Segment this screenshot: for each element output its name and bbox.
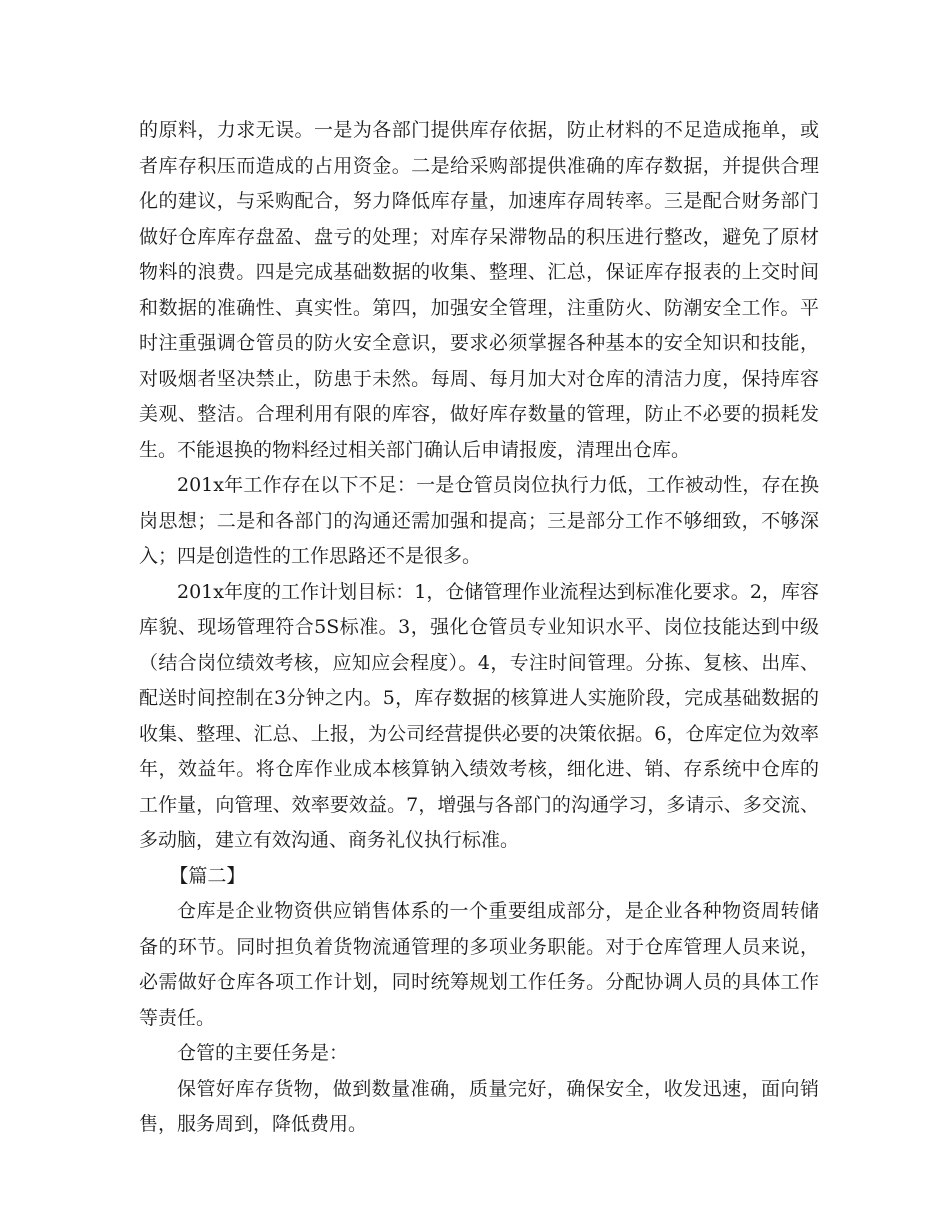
paragraph-main-tasks: 保管好库存货物，做到数量准确，质量完好，确保安全，收发迅速，面向销售，服务周到，降低费用。: [139, 1077, 819, 1135]
paragraph-shortcomings: 201x年工作存在以下不足：一是仓管员岗位执行力低，工作被动性，存在换岗思想；二是和各部门的沟通还需加强和提高；三是部分工作不够细致，不够深入；四是创造性的工作思路还不是很多。: [139, 474, 819, 567]
paragraph-main-tasks-intro: 仓管的主要任务是：: [177, 1042, 349, 1064]
paragraph-warehouse-work-continued: 的原料，力求无误。一是为各部门提供库存依据，防止材料的不足造成拖单，或者库存积压而造成的占用资金。二是给采购部提供准确的库存数据，并提供合理化的建议，与采购配合，努力降低库存量，加速库存周转率。三是配合财务部门做好仓库库存盘盈、盘亏的处理；对库存呆滞物品的积压进行整改，避免了原材物料的浪费。四是完成基础数据的收集、整理、汇总，保证库存报表的上交时间和数据的准确性、真实性。第四，加强安全管理，注重防火、防潮安全工作。平时注重强调仓管员的防火安全意识，要求必须掌握各种基本的安全知识和技能，对吸烟者坚决禁止，防患于未然。每周、每月加大对仓库的清洁力度，保持库容美观、整洁。合理利用有限的库容，做好库存数量的管理，防止不必要的损耗发生。不能退换的物料经过相关部门确认后申请报废，清理出仓库。: [139, 119, 819, 461]
document-body: [139, 113, 819, 1143]
paragraph-work-plan-goals: 201x年度的工作计划目标：1，仓储管理作业流程达到标准化要求。2，库容库貌、现场管理符合5S标准。3，强化仓管员专业知识水平、岗位技能达到中级（结合岗位绩效考核，应知应会程度）。4，专注时间管理。分拣、复核、出库、配送时间控制在3分钟之内。5，库存数据的核算进人实施阶段，完成基础数据的收集、整理、汇总、上报，为公司经营提供必要的决策依据。6，仓库定位为效率年，效益年。将仓库作业成本核算钠入绩效考核，细化进、销、存系统中仓库的工作量，向管理、效率要效益。7，增强与各部门的沟通学习，多请示、多交流、多动脑，建立有效沟通、商务礼仪执行标准。: [139, 580, 819, 851]
paragraph-warehouse-role: 仓库是企业物资供应销售体系的一个重要组成部分，是企业各种物资周转储备的环节。同时担负着货物流通管理的多项业务职能。对于仓库管理人员来说，必需做好仓库各项工作计划，同时统筹规划工作任务。分配协调人员的具体工作等责任。: [139, 900, 819, 1029]
section-heading-part-two: 【篇二】: [169, 864, 246, 887]
